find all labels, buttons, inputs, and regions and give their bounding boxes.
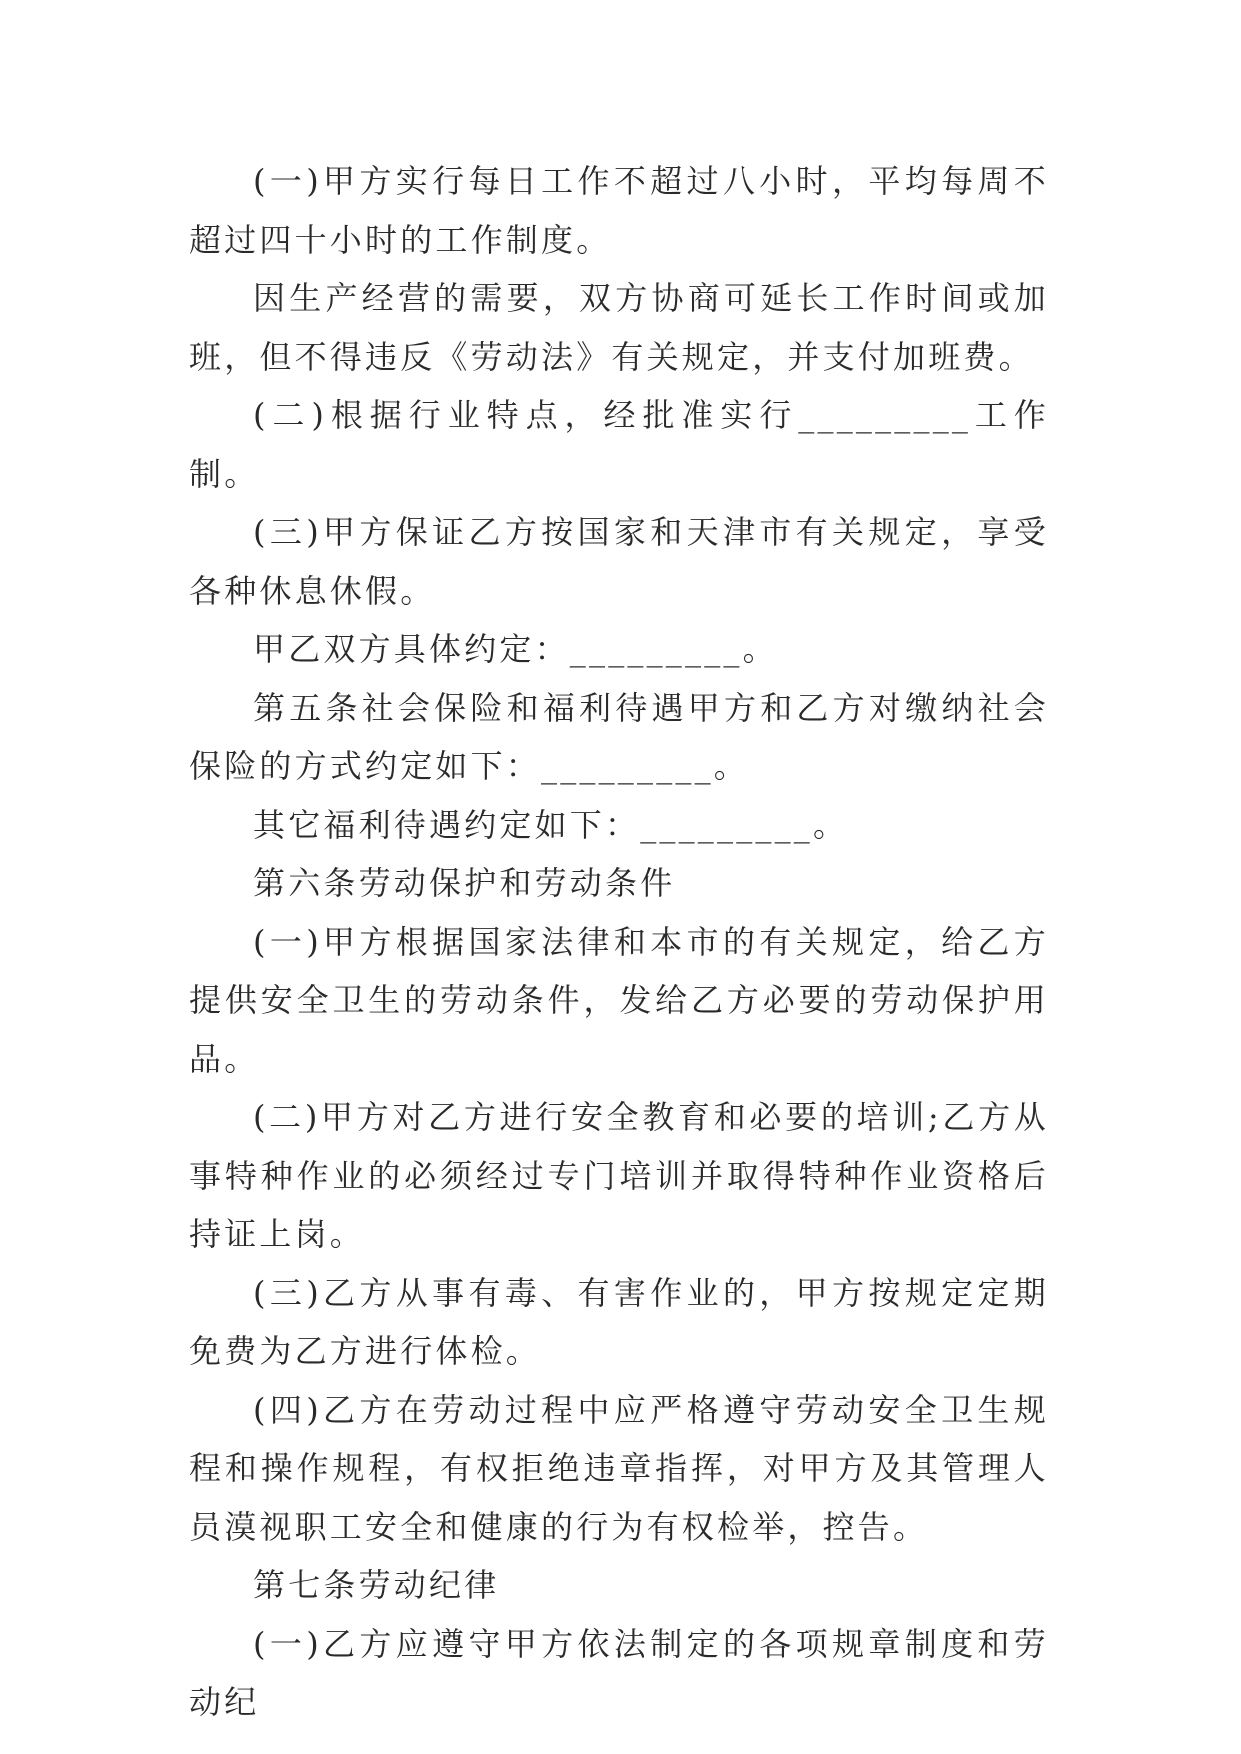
paragraph-safety-conditions: (一)甲方根据国家法律和本市的有关规定，给乙方提供安全卫生的劳动条件，发给乙方必要的劳动保护用品。 [189, 922, 1049, 1078]
paragraph-labor-discipline: (一)乙方应遵守甲方依法制定的各项规章制度和劳动纪 [189, 1624, 1049, 1721]
paragraph-overtime: 因生产经营的需要，双方协商可延长工作时间或加班，但不得违反《劳动法》有关规定，并支付加班费。 [189, 279, 1049, 376]
paragraph-safety-rules: (四)乙方在劳动过程中应严格遵守劳动安全卫生规程和操作规程，有权拒绝违章指挥，对甲方及其管理人员漠视职工安全和健康的行为有权检举，控告。 [189, 1390, 1049, 1546]
paragraph-safety-training: (二)甲方对乙方进行安全教育和必要的培训;乙方从事特种作业的必须经过专门培训并取得特种作业资格后持证上岗。 [189, 1098, 1049, 1253]
paragraph-working-hours: (一)甲方实行每日工作不超过八小时，平均每周不超过四十小时的工作制度。 [189, 162, 1049, 259]
paragraph-other-benefits: 其它福利待遇约定如下：_________。 [253, 805, 849, 844]
heading-article-7: 第七条劳动纪律 [253, 1566, 500, 1604]
heading-article-6: 第六条劳动保护和劳动条件 [253, 864, 676, 902]
paragraph-specific-agreement: 甲乙双方具体约定：_________。 [253, 630, 778, 668]
document-body [189, 152, 1049, 1732]
paragraph-article-5-social-insurance: 第五条社会保险和福利待遇甲方和乙方对缴纳社会保险的方式约定如下：_________。 [189, 688, 1049, 785]
paragraph-work-system: (二)根据行业特点，经批准实行_________工作制。 [189, 396, 1049, 493]
paragraph-rest-leave: (三)甲方保证乙方按国家和天津市有关规定，享受各种休息休假。 [189, 513, 1049, 610]
paragraph-health-check: (三)乙方从事有毒、有害作业的，甲方按规定定期免费为乙方进行体检。 [189, 1273, 1049, 1370]
